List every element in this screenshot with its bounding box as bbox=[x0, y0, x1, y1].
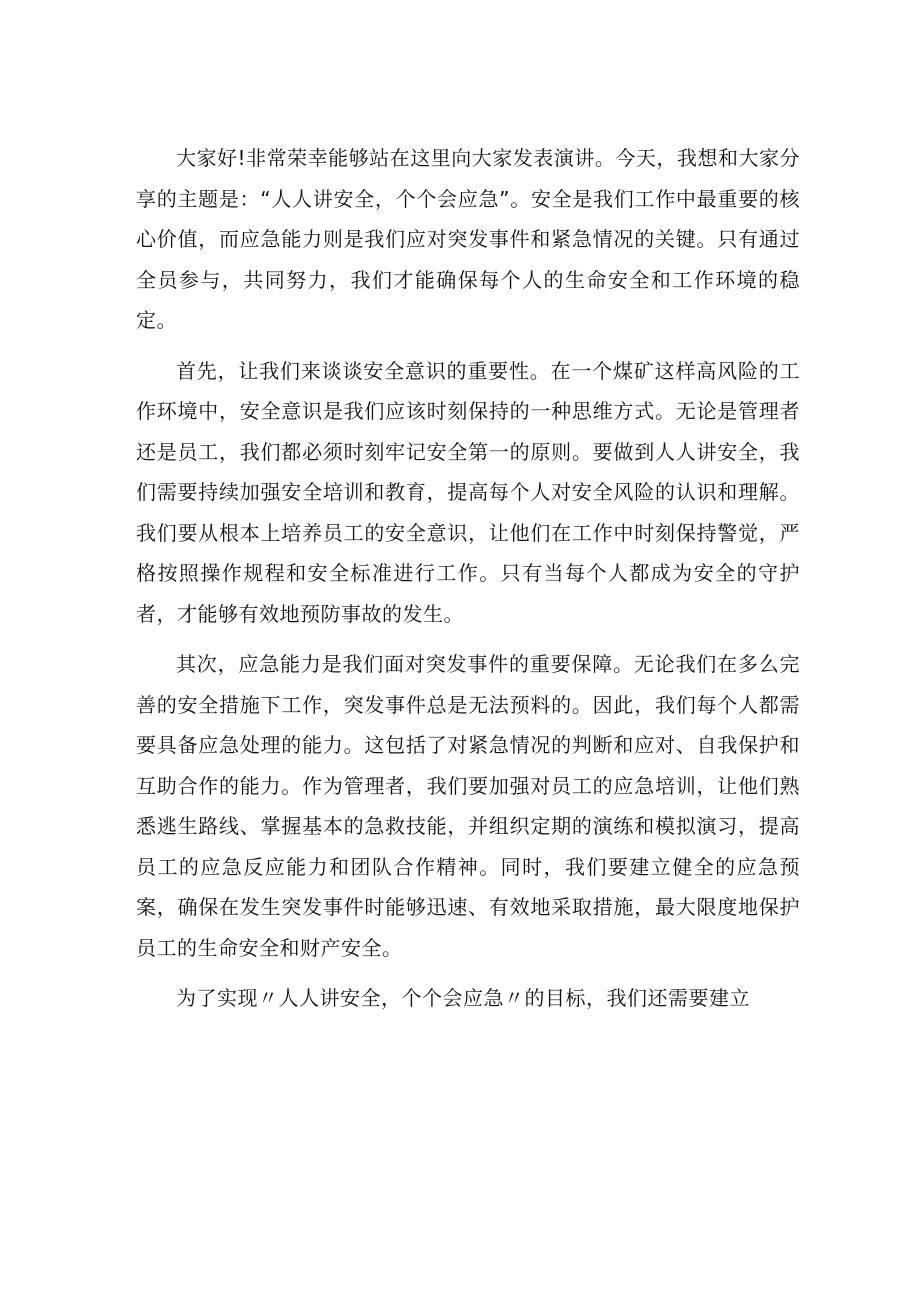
paragraph-emergency-capability: 其次，应急能力是我们面对突发事件的重要保障。无论我们在多么完善的安全措施下工作，突发事件总是无法预料的。因此，我们每个人都需要具备应急处理的能力。这包括了对紧急情况的判断和应对、自我保护和互助合作的能力。作为管理者，我们要加强对员工的应急培训，让他们熟悉逃生路线、掌握基本的急救技能，并组织定期的演练和模拟演习，提高员工的应急反应能力和团队合作精神。同时，我们要建立健全的应急预案，确保在发生突发事件时能够迅速、有效地采取措施，最大限度地保护员工的生命安全和财产安全。 bbox=[136, 652, 800, 960]
paragraph-safety-awareness: 首先，让我们来谈谈安全意识的重要性。在一个煤矿这样高风险的工作环境中，安全意识是我们应该时刻保持的一种思维方式。无论是管理者还是员工，我们都必须时刻牢记安全第一的原则。要做到人人讲安全，我们需要持续加强安全培训和教育，提高每个人对安全风险的认识和理解。我们要从根本上培养员工的安全意识，让他们在工作中时刻保持警觉，严格按照操作规程和安全标准进行工作。只有当每个人都成为安全的守护者，才能够有效地预防事故的发生。 bbox=[136, 358, 800, 626]
speech-body bbox=[136, 138, 800, 1029]
paragraph-goal: 为了实现〃人人讲安全，个个会应急〃的目标，我们还需要建立 bbox=[176, 986, 750, 1010]
paragraph-greeting: 大家好!非常荣幸能够站在这里向大家发表演讲。今天，我想和大家分享的主题是：“人人讲安全，个个会应急”。安全是我们工作中最重要的核心价值，而应急能力则是我们应对突发事件和紧急情况的关键。只有通过全员参与，共同努力，我们才能确保每个人的生命安全和工作环境的稳定。 bbox=[136, 146, 800, 332]
